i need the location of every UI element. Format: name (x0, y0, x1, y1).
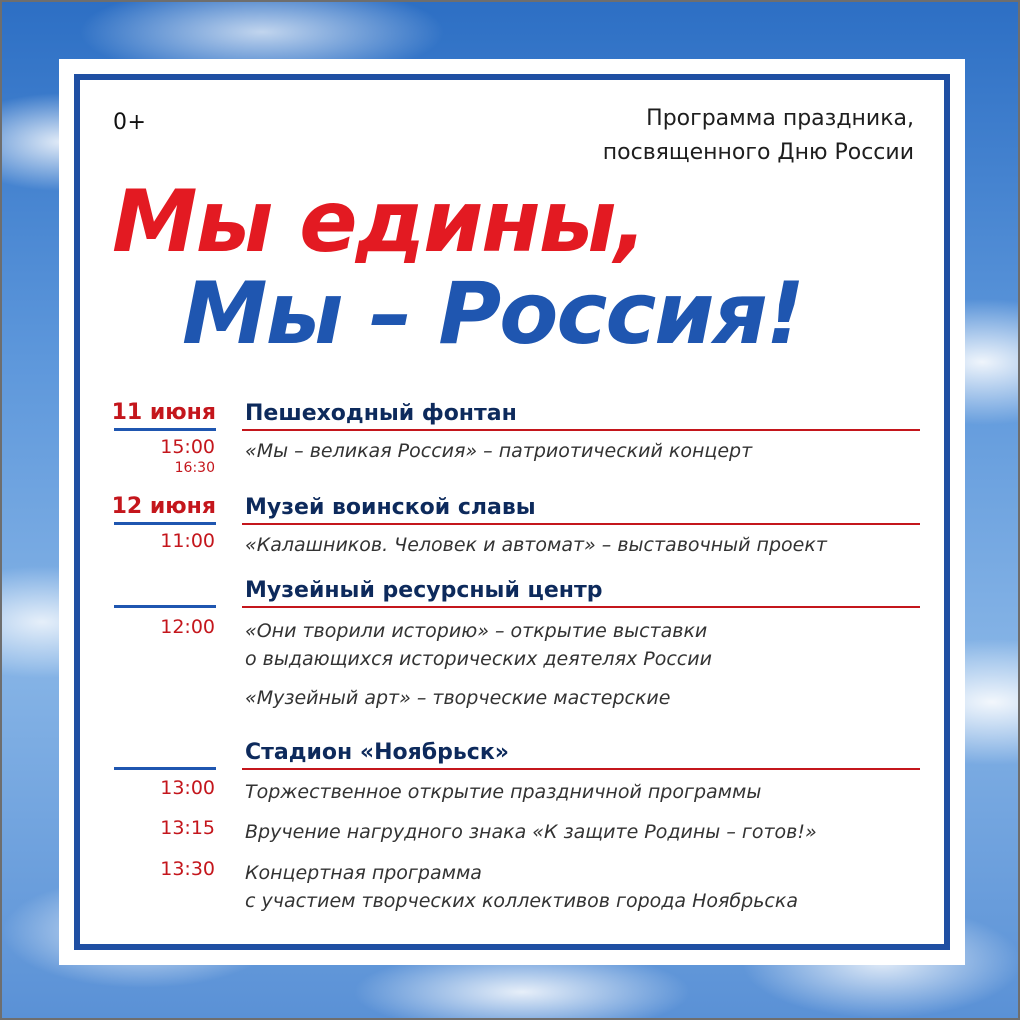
title-line-2: Мы – Россия! (182, 264, 803, 364)
venue-stadium: Стадион «Ноябрьск» (245, 740, 509, 765)
venue-rule (242, 768, 920, 770)
program-subtitle (514, 102, 914, 170)
venue-resource-center: Музейный ресурсный центр (245, 578, 603, 603)
event-time: 13:00 (160, 777, 215, 799)
venue-rule (242, 523, 920, 525)
subtitle-line-2: посвященного Дню России (602, 140, 914, 165)
subtitle-line-1: Программа праздника, (646, 106, 914, 131)
event-workshops: «Музейный арт» – творческие мастерские (245, 687, 671, 709)
event-concert-line-1: Концертная программа (245, 862, 482, 884)
event-time: 11:00 (160, 530, 215, 552)
venue-pedestrian-fountain: Пешеходный фонтан (245, 401, 517, 426)
date-underline (114, 428, 216, 431)
event-time: 15:00 (160, 436, 215, 458)
event-badge-award: Вручение нагрудного знака «К защите Родины – готов!» (245, 821, 817, 843)
event-time: 13:15 (160, 817, 215, 839)
section-underline (114, 605, 216, 608)
event-concert-line-2: с участием творческих коллективов города Ноябрьска (245, 890, 798, 912)
venue-rule (242, 429, 920, 431)
venue-rule (242, 606, 920, 608)
event-kalashnikov: «Калашников. Человек и автомат» – выставочный проект (245, 534, 827, 556)
event-exhibition-line-2: о выдающихся исторических деятелях России (245, 648, 712, 670)
date-june-11: 11 июня (111, 400, 216, 425)
venue-military-museum: Музей воинской славы (245, 495, 536, 520)
title-line-1: Мы едины, (112, 172, 646, 272)
date-june-12: 12 июня (111, 494, 216, 519)
section-underline (114, 767, 216, 770)
event-time: 13:30 (160, 858, 215, 880)
event-opening: Торжественное открытие праздничной программы (245, 781, 762, 803)
date-underline (114, 522, 216, 525)
event-exhibition-line-1: «Они творили историю» – открытие выставки (245, 620, 708, 642)
event-concert: «Мы – великая Россия» – патриотический концерт (245, 440, 753, 462)
event-time: 12:00 (160, 616, 215, 638)
age-rating: 0+ (113, 110, 147, 135)
event-time-end: 16:30 (174, 460, 215, 476)
